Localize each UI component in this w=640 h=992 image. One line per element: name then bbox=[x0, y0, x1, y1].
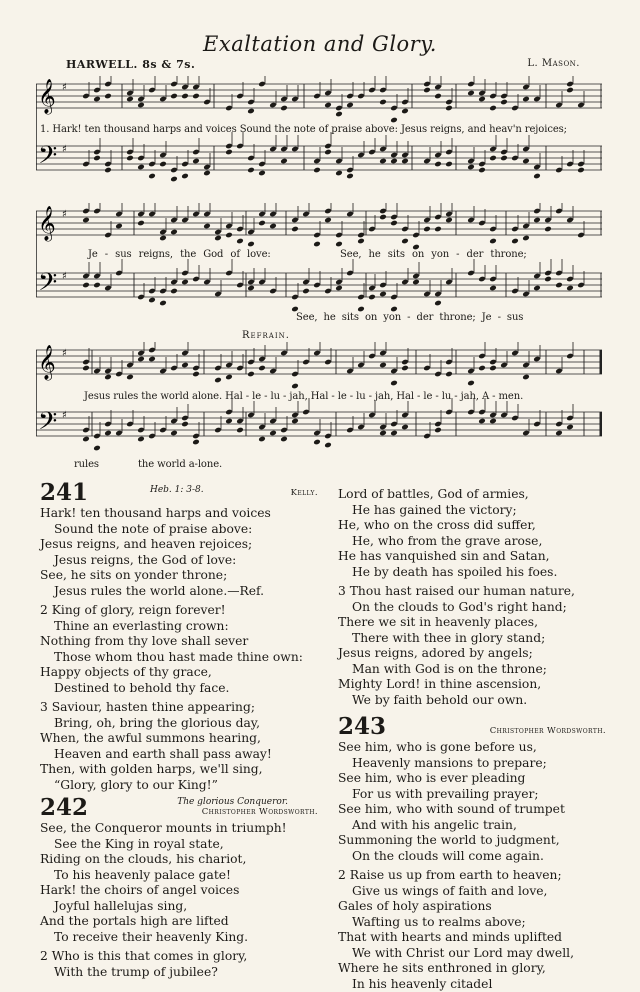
note-head bbox=[280, 158, 288, 165]
verse-line: Those whom thou hast made thine own: bbox=[40, 650, 318, 666]
note-head bbox=[555, 430, 563, 437]
note-head bbox=[82, 282, 90, 289]
verse-line: See him, who is ever pleading bbox=[338, 771, 606, 787]
note-head bbox=[247, 371, 255, 378]
note-head bbox=[445, 217, 453, 224]
verse-line: He has gained the victory; bbox=[338, 503, 606, 519]
verse-line: 3 Saviour, hasten thine appearing; bbox=[40, 700, 318, 716]
note-head bbox=[82, 365, 90, 372]
note-head bbox=[148, 173, 156, 180]
verse-line: Wafting us to realms above; bbox=[338, 915, 606, 931]
note-head bbox=[335, 111, 343, 118]
hymn-241-header bbox=[40, 480, 318, 506]
note-head bbox=[269, 223, 277, 230]
note-head bbox=[170, 229, 178, 236]
hymn-author: Christopher Wordsworth. bbox=[202, 805, 318, 821]
note-head bbox=[379, 291, 387, 298]
note-head bbox=[467, 90, 475, 97]
note-head bbox=[159, 300, 167, 307]
hymn-author: Christopher Wordsworth. bbox=[490, 724, 606, 740]
note-head bbox=[247, 241, 255, 248]
hymn-number: 243 bbox=[338, 714, 386, 740]
verse-line: And with his angelic train, bbox=[338, 818, 606, 834]
note-head bbox=[577, 167, 585, 174]
note-head bbox=[313, 439, 321, 446]
note-head bbox=[489, 285, 497, 292]
note-head bbox=[346, 102, 354, 109]
note-head bbox=[533, 173, 541, 180]
verse-line: 2 Raise us up from earth to heaven; bbox=[338, 868, 606, 884]
treble-clef-icon: 𝄞 bbox=[38, 79, 56, 115]
verse-line: Summoning the world to judgment, bbox=[338, 833, 606, 849]
note-head bbox=[500, 155, 508, 162]
note-head bbox=[434, 93, 442, 100]
note-head bbox=[544, 226, 552, 233]
note-head bbox=[533, 285, 541, 292]
verse-line: He by death has spoiled his foes. bbox=[338, 565, 606, 581]
note-head bbox=[390, 117, 398, 124]
note-head bbox=[192, 93, 200, 100]
verse-line: There with thee in glory stand; bbox=[338, 631, 606, 647]
note-head bbox=[170, 176, 178, 183]
note-head bbox=[82, 436, 90, 443]
note-head bbox=[434, 226, 442, 233]
sharp-icon: ♯ bbox=[62, 348, 67, 359]
note-head bbox=[434, 161, 442, 168]
note-head bbox=[313, 241, 321, 248]
note-head bbox=[159, 235, 167, 242]
hymn-number: 241 bbox=[40, 480, 88, 506]
note-head bbox=[522, 96, 530, 103]
note-head bbox=[401, 158, 409, 165]
note-head bbox=[434, 300, 442, 307]
note-head bbox=[214, 377, 222, 384]
note-head bbox=[104, 93, 112, 100]
note-head bbox=[291, 226, 299, 233]
note-head bbox=[390, 158, 398, 165]
note-head bbox=[533, 217, 541, 224]
note-head bbox=[258, 436, 266, 443]
verse-line: He, who from the grave arose, bbox=[338, 534, 606, 550]
note-head bbox=[181, 362, 189, 369]
verse-line: Heavenly mansions to prepare; bbox=[338, 756, 606, 772]
note-head bbox=[522, 158, 530, 165]
hymn-number: 242 bbox=[40, 795, 88, 821]
note-head bbox=[302, 288, 310, 295]
verse-line: Destined to behold thy face. bbox=[40, 681, 318, 697]
note-head bbox=[258, 170, 266, 177]
treble-clef-icon: 𝄞 bbox=[38, 345, 56, 381]
verse-line: For us with prevailing prayer; bbox=[338, 787, 606, 803]
sharp-icon: ♯ bbox=[62, 209, 67, 220]
note-head bbox=[192, 371, 200, 378]
sharp-icon: ♯ bbox=[62, 410, 67, 421]
verse-line: See, the Conqueror mounts in triumph! bbox=[40, 821, 318, 837]
bass-clef-icon: 𝄢 bbox=[38, 141, 57, 176]
verse-line: He has vanquished sin and Satan, bbox=[338, 549, 606, 565]
note-head bbox=[412, 279, 420, 286]
note-head bbox=[104, 374, 112, 381]
note-head bbox=[247, 108, 255, 115]
note-head bbox=[170, 430, 178, 437]
note-head bbox=[236, 238, 244, 245]
verse-line: Mighty Lord! in thine ascension, bbox=[338, 677, 606, 693]
note-head bbox=[346, 173, 354, 180]
note-head bbox=[137, 436, 145, 443]
verse-line: In his heavenly citadel bbox=[338, 977, 606, 992]
note-head bbox=[390, 380, 398, 387]
note-head bbox=[258, 365, 266, 372]
note-head bbox=[269, 430, 277, 437]
verse-line: That with hearts and minds uplifted bbox=[338, 930, 606, 946]
verse-line: Jesus rules the world alone.—Ref. bbox=[40, 584, 318, 600]
note-head bbox=[434, 427, 442, 434]
note-head bbox=[93, 96, 101, 103]
verse-line: Nothing from thy love shall sever bbox=[40, 634, 318, 650]
verse-line: Hark! the choirs of angel voices bbox=[40, 883, 318, 899]
note-head bbox=[335, 170, 343, 177]
treble-clef-icon: 𝄞 bbox=[38, 206, 56, 242]
verse-line: Gales of holy aspirations bbox=[338, 899, 606, 915]
hymn-243-header bbox=[338, 714, 606, 740]
note-head bbox=[478, 365, 486, 372]
note-head bbox=[258, 220, 266, 227]
hymn-242-continued bbox=[338, 487, 606, 708]
sharp-icon: ♯ bbox=[62, 271, 67, 282]
note-head bbox=[478, 96, 486, 103]
note-head bbox=[280, 105, 288, 112]
verse-line: Jesus reigns, adored by angels; bbox=[338, 646, 606, 662]
right-column bbox=[338, 487, 606, 992]
note-head bbox=[357, 238, 365, 245]
note-head bbox=[489, 238, 497, 245]
note-head bbox=[445, 371, 453, 378]
note-head bbox=[93, 445, 101, 452]
note-head bbox=[511, 238, 519, 245]
hymn-242-header bbox=[40, 795, 318, 821]
note-head bbox=[368, 294, 376, 301]
sharp-icon: ♯ bbox=[62, 82, 67, 93]
note-head bbox=[379, 362, 387, 369]
verse-line: 2 King of glory, reign forever! bbox=[40, 603, 318, 619]
hymn-author: Kelly. bbox=[291, 486, 318, 502]
note-head bbox=[489, 105, 497, 112]
note-head bbox=[126, 155, 134, 162]
lyrics-line-2a: Je - sus reigns, the God of love: bbox=[88, 249, 271, 260]
verse-line: When, the awful summons hearing, bbox=[40, 731, 318, 747]
verse-line: There we sit in heavenly places, bbox=[338, 615, 606, 631]
verse-line: Riding on the clouds, his chariot, bbox=[40, 852, 318, 868]
note-head bbox=[335, 241, 343, 248]
verse-line: Bring, oh, bring the glorious day, bbox=[40, 716, 318, 732]
note-head bbox=[93, 155, 101, 162]
verse-line: He, who on the cross did suffer, bbox=[338, 518, 606, 534]
verse-line: Hark! ten thousand harps and voices bbox=[40, 506, 318, 522]
composer-name: L. Mason. bbox=[527, 58, 580, 69]
verse-line: See the King in royal state, bbox=[40, 837, 318, 853]
note-head bbox=[225, 374, 233, 381]
verse-line: See him, who is gone before us, bbox=[338, 740, 606, 756]
bass-clef-icon: 𝄢 bbox=[38, 407, 57, 442]
hymn-242-text bbox=[40, 821, 318, 980]
note-head bbox=[137, 220, 145, 227]
verse-line: Sound the note of praise above: bbox=[40, 522, 318, 538]
note-head bbox=[566, 87, 574, 94]
note-head bbox=[181, 173, 189, 180]
note-head bbox=[181, 93, 189, 100]
verse-line: And the portals high are lifted bbox=[40, 914, 318, 930]
note-head bbox=[324, 149, 332, 156]
note-head bbox=[203, 170, 211, 177]
sharp-icon: ♯ bbox=[62, 144, 67, 155]
note-head bbox=[489, 155, 497, 162]
note-head bbox=[247, 167, 255, 174]
verse-line: Thine an everlasting crown: bbox=[40, 619, 318, 635]
note-head bbox=[104, 167, 112, 174]
verse-line: With the trump of jubilee? bbox=[40, 965, 318, 981]
note-head bbox=[159, 161, 167, 168]
verse-line: To his heavenly palace gate! bbox=[40, 868, 318, 884]
note-head bbox=[379, 158, 387, 165]
note-head bbox=[467, 380, 475, 387]
note-head bbox=[555, 282, 563, 289]
note-head bbox=[401, 365, 409, 372]
verse-line: Then, with golden harps, we'll sing, bbox=[40, 762, 318, 778]
scripture-reference: Heb. 1: 3-8. bbox=[150, 483, 204, 499]
lyrics-line-3: Jesus rules the world alone. Hal - le - lu - jah, Hal - le - lu - jah, Hal - le - lu - jah, A - men. bbox=[84, 391, 523, 402]
note-head bbox=[192, 439, 200, 446]
left-column bbox=[40, 480, 318, 980]
note-head bbox=[544, 276, 552, 283]
note-head bbox=[566, 424, 574, 431]
verse-line: 2 Who is this that comes in glory, bbox=[40, 949, 318, 965]
note-head bbox=[247, 285, 255, 292]
verse-line: On the clouds will come again. bbox=[338, 849, 606, 865]
note-head bbox=[225, 232, 233, 239]
note-head bbox=[522, 374, 530, 381]
note-head bbox=[379, 99, 387, 106]
note-head bbox=[291, 418, 299, 425]
note-head bbox=[379, 214, 387, 221]
note-head bbox=[390, 430, 398, 437]
note-head bbox=[489, 418, 497, 425]
note-head bbox=[137, 102, 145, 109]
verse-line: See, he sits on yonder throne; bbox=[40, 568, 318, 584]
verse-line: Lord of battles, God of armies, bbox=[338, 487, 606, 503]
note-head bbox=[500, 99, 508, 106]
note-head bbox=[478, 418, 486, 425]
note-head bbox=[148, 297, 156, 304]
note-head bbox=[225, 149, 233, 156]
lyrics-line-1: 1. Hark! ten thousand harps and voices Sound the note of praise above: Jesus reigns, and heav'n rejoices; bbox=[40, 124, 567, 135]
page-title: Exaltation and Glory. bbox=[0, 32, 640, 56]
refrain-label: Refrain. bbox=[242, 330, 290, 341]
note-head bbox=[390, 220, 398, 227]
lyrics-line-4b: the world a-lone. bbox=[138, 459, 222, 470]
note-head bbox=[280, 436, 288, 443]
note-head bbox=[137, 356, 145, 363]
verse-line: Give us wings of faith and love, bbox=[338, 884, 606, 900]
verse-line: Joyful hallelujas sing, bbox=[40, 899, 318, 915]
note-head bbox=[324, 217, 332, 224]
note-head bbox=[170, 288, 178, 295]
note-head bbox=[401, 238, 409, 245]
note-head bbox=[148, 356, 156, 363]
hymn-243-text bbox=[338, 740, 606, 992]
note-head bbox=[423, 226, 431, 233]
note-head bbox=[236, 427, 244, 434]
note-head bbox=[82, 217, 90, 224]
note-head bbox=[126, 96, 134, 103]
bass-clef-icon: 𝄢 bbox=[38, 268, 57, 303]
note-head bbox=[379, 430, 387, 437]
note-head bbox=[192, 158, 200, 165]
verse-line: Where he sits enthroned in glory, bbox=[338, 961, 606, 977]
note-head bbox=[291, 383, 299, 390]
note-head bbox=[335, 285, 343, 292]
lyrics-line-2b: See, he sits on yon - der throne; bbox=[340, 249, 527, 260]
verse-line: Man with God is on the throne; bbox=[338, 662, 606, 678]
note-head bbox=[170, 93, 178, 100]
note-head bbox=[566, 285, 574, 292]
note-head bbox=[478, 167, 486, 174]
note-head bbox=[401, 108, 409, 115]
note-head bbox=[423, 87, 431, 94]
note-head bbox=[104, 430, 112, 437]
note-head bbox=[467, 164, 475, 171]
note-head bbox=[324, 442, 332, 449]
note-head bbox=[137, 164, 145, 171]
note-head bbox=[214, 235, 222, 242]
note-head bbox=[115, 223, 123, 230]
verse-line: On the clouds to God's right hand; bbox=[338, 600, 606, 616]
note-head bbox=[324, 102, 332, 109]
verse-line: “Glory, glory to our King!” bbox=[40, 778, 318, 794]
note-head bbox=[313, 167, 321, 174]
verse-line: Jesus reigns, and heaven rejoices; bbox=[40, 537, 318, 553]
hymn-241-text bbox=[40, 506, 318, 793]
note-head bbox=[401, 424, 409, 431]
note-head bbox=[93, 282, 101, 289]
note-head bbox=[489, 365, 497, 372]
tune-name: HARWELL. 8s & 7s. bbox=[66, 58, 195, 71]
verse-line: Jesus reigns, the God of love: bbox=[40, 553, 318, 569]
verse-line: Heaven and earth shall pass away! bbox=[40, 747, 318, 763]
hymn-subtitle: The glorious Conqueror. bbox=[177, 795, 288, 811]
note-head bbox=[445, 161, 453, 168]
note-head bbox=[181, 279, 189, 286]
lyrics-line-4a: rules bbox=[74, 459, 99, 470]
verse-line: We by faith behold our own. bbox=[338, 693, 606, 709]
note-head bbox=[522, 235, 530, 242]
note-head bbox=[203, 223, 211, 230]
note-head bbox=[181, 421, 189, 428]
verse-line: To receive their heavenly King. bbox=[40, 930, 318, 946]
note-head bbox=[225, 418, 233, 425]
verse-line: 3 Thou hast raised our human nature, bbox=[338, 584, 606, 600]
note-head bbox=[445, 105, 453, 112]
note-head bbox=[126, 374, 134, 381]
verse-line: See him, who with sound of trumpet bbox=[338, 802, 606, 818]
verse-line: We with Christ our Lord may dwell, bbox=[338, 946, 606, 962]
verse-line: Happy objects of thy grace, bbox=[40, 665, 318, 681]
lyrics-line-2c: See, he sits on yon - der throne; Je - sus bbox=[296, 312, 523, 323]
